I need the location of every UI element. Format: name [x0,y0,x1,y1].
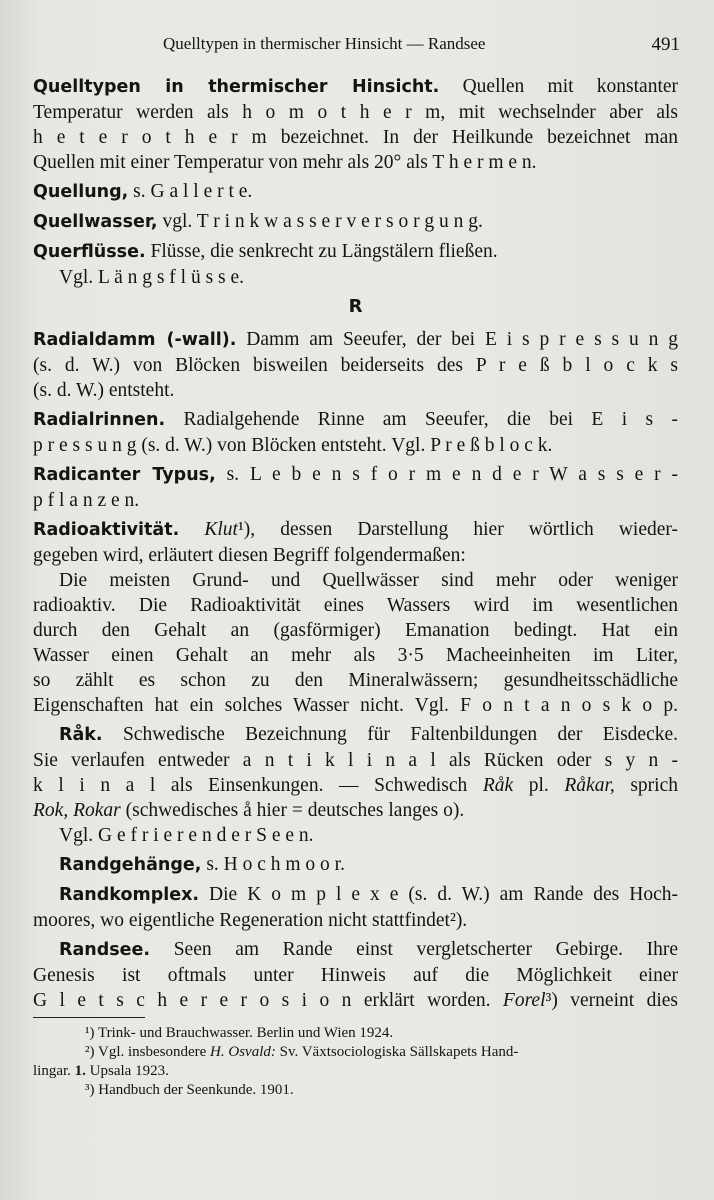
entry-quellung: Quellung, s. G a l l e r t e. [33,181,253,202]
header-title: Quelltypen in thermischer Hinsicht — Randsee [163,34,486,53]
footnote-ref: ²). [449,910,468,931]
footnote-divider [33,1017,145,1018]
entry-term: Råk. [59,725,103,745]
footnote-2-cont: lingar. 1. Upsala 1923. [33,1063,169,1079]
entry-term: Radialdamm (-wall). [33,330,237,350]
entry-term: Radicanter Typus, [33,465,216,485]
entry-term: Radioaktivität. [33,520,180,540]
author-name: Forel [502,990,546,1011]
author-name: Klut [204,519,238,540]
entry-term: Quellung, [33,182,129,202]
entry-randsee: Randsee. Seen am Rande einst vergletscherter Gebirge. Ihre Genesis ist oftmals unter Hinweis auf die Möglichkeit einer G l e t s c h e r e r o s i o n erklärt worden. Forel³) verneint dies [33,939,679,1011]
footnote-ref: ³) [545,990,558,1011]
running-header [163,34,680,56]
footnote-1: ¹) Trink- und Brauchwasser. Berlin und Wien 1924. [85,1025,394,1041]
footnotes [33,1024,678,1100]
footnote-ref: ¹), [237,519,256,540]
entry-randgehaenge: Randgehänge, s. H o c h m o o r. [59,854,345,875]
entry-term: Radialrinnen. [33,410,166,430]
entry-term: Randkomplex. [59,885,200,905]
entry-radicanter-typus: Radicanter Typus, s. L e b e n s f o r m e n d e r W a s s e r - p f l a n z e n. [33,464,679,511]
entry-radialdamm: Radialdamm (-wall). Damm am Seeufer, der bei E i s p r e s s u n g (s. d. W.) von Blöcken bisweilen beiderseits des P r e ß b l o c k s (s. d. W.) entsteht. [33,329,679,401]
entry-quellwasser: Quellwasser, vgl. T r i n k w a s s e r v e r s o r g u n g. [33,211,483,232]
entry-term: Quellwasser, [33,212,158,232]
entry-randkomplex: Randkomplex. Die K o m p l e x e (s. d. W.) am Rande des Hoch- moores, wo eigentliche Regeneration nicht stattfindet²). [33,884,678,931]
entry-radioaktivitaet: Radioaktivität. Klut¹), dessen Darstellung hier wörtlich wieder- gegeben wird, erläutert diesen Begriff folgendermaßen: Die meisten Grund- und Quellwässer sind mehr oder weniger radioaktiv. Die Radioaktivität eines Wassers wird im wesentlichen durch den Gehalt an (gasförmiger) Emanation bedingt. Hat ein Wasser einen Gehalt an mehr als 3·5 Macheeinheiten im Liter, so zählt es schon zu den Mineralwässern; gesundheitsschädliche Eigenschaften hat ein solches Wasser nicht. Vgl. F o n t a n o s k o p. [33,519,679,716]
footnote-2: ²) Vgl. insbesondere H. Osvald: Sv. Växtsociologiska Sällskapets Hand- [85,1044,519,1060]
entry-rak: Råk. Schwedische Bezeichnung für Faltenbildungen der Eisdecke. Sie verlaufen entweder a n t i k l i n a l als Rücken oder s y n - k l i n a l als Einsenkungen. — Schwedisch Råk pl. Råkar, sprich Rok, Rokar (schwedisches å hier = deutsches langes o). Vgl. G e f r i e r e n d e r S e e n. [33,724,679,846]
entry-term: Querflüsse. [33,242,146,262]
entry-querfluesse: Querflüsse. Flüsse, die senkrecht zu Längstälern fließen. Vgl. L ä n g s f l ü s s e. [33,241,498,288]
page-number: 491 [651,34,680,55]
footnote-3: ³) Handbuch der Seenkunde. 1901. [85,1082,294,1098]
entry-term: Randgehänge, [59,855,202,875]
entry-term: Randsee. [59,940,151,960]
entry-quelltypen: Quelltypen in thermischer Hinsicht. Quellen mit konstanter Temperatur werden als h o m o t h e r m, mit wechselnder aber als h e t e r o t h e r m bezeichnet. In der Heilkunde bezeichnet man Quellen mit einer Temperatur von mehr als 20° als T h e r m e n. [33,76,679,173]
dictionary-body [33,74,678,1017]
entry-radialrinnen: Radialrinnen. Radialgehende Rinne am Seeufer, die bei E i s - p r e s s u n g (s. d. W.) von Blöcken entsteht. Vgl. P r e ß b l o c k. [33,409,678,456]
entry-term: Quelltypen in thermischer Hinsicht. [33,77,440,97]
section-letter: R [348,296,363,317]
